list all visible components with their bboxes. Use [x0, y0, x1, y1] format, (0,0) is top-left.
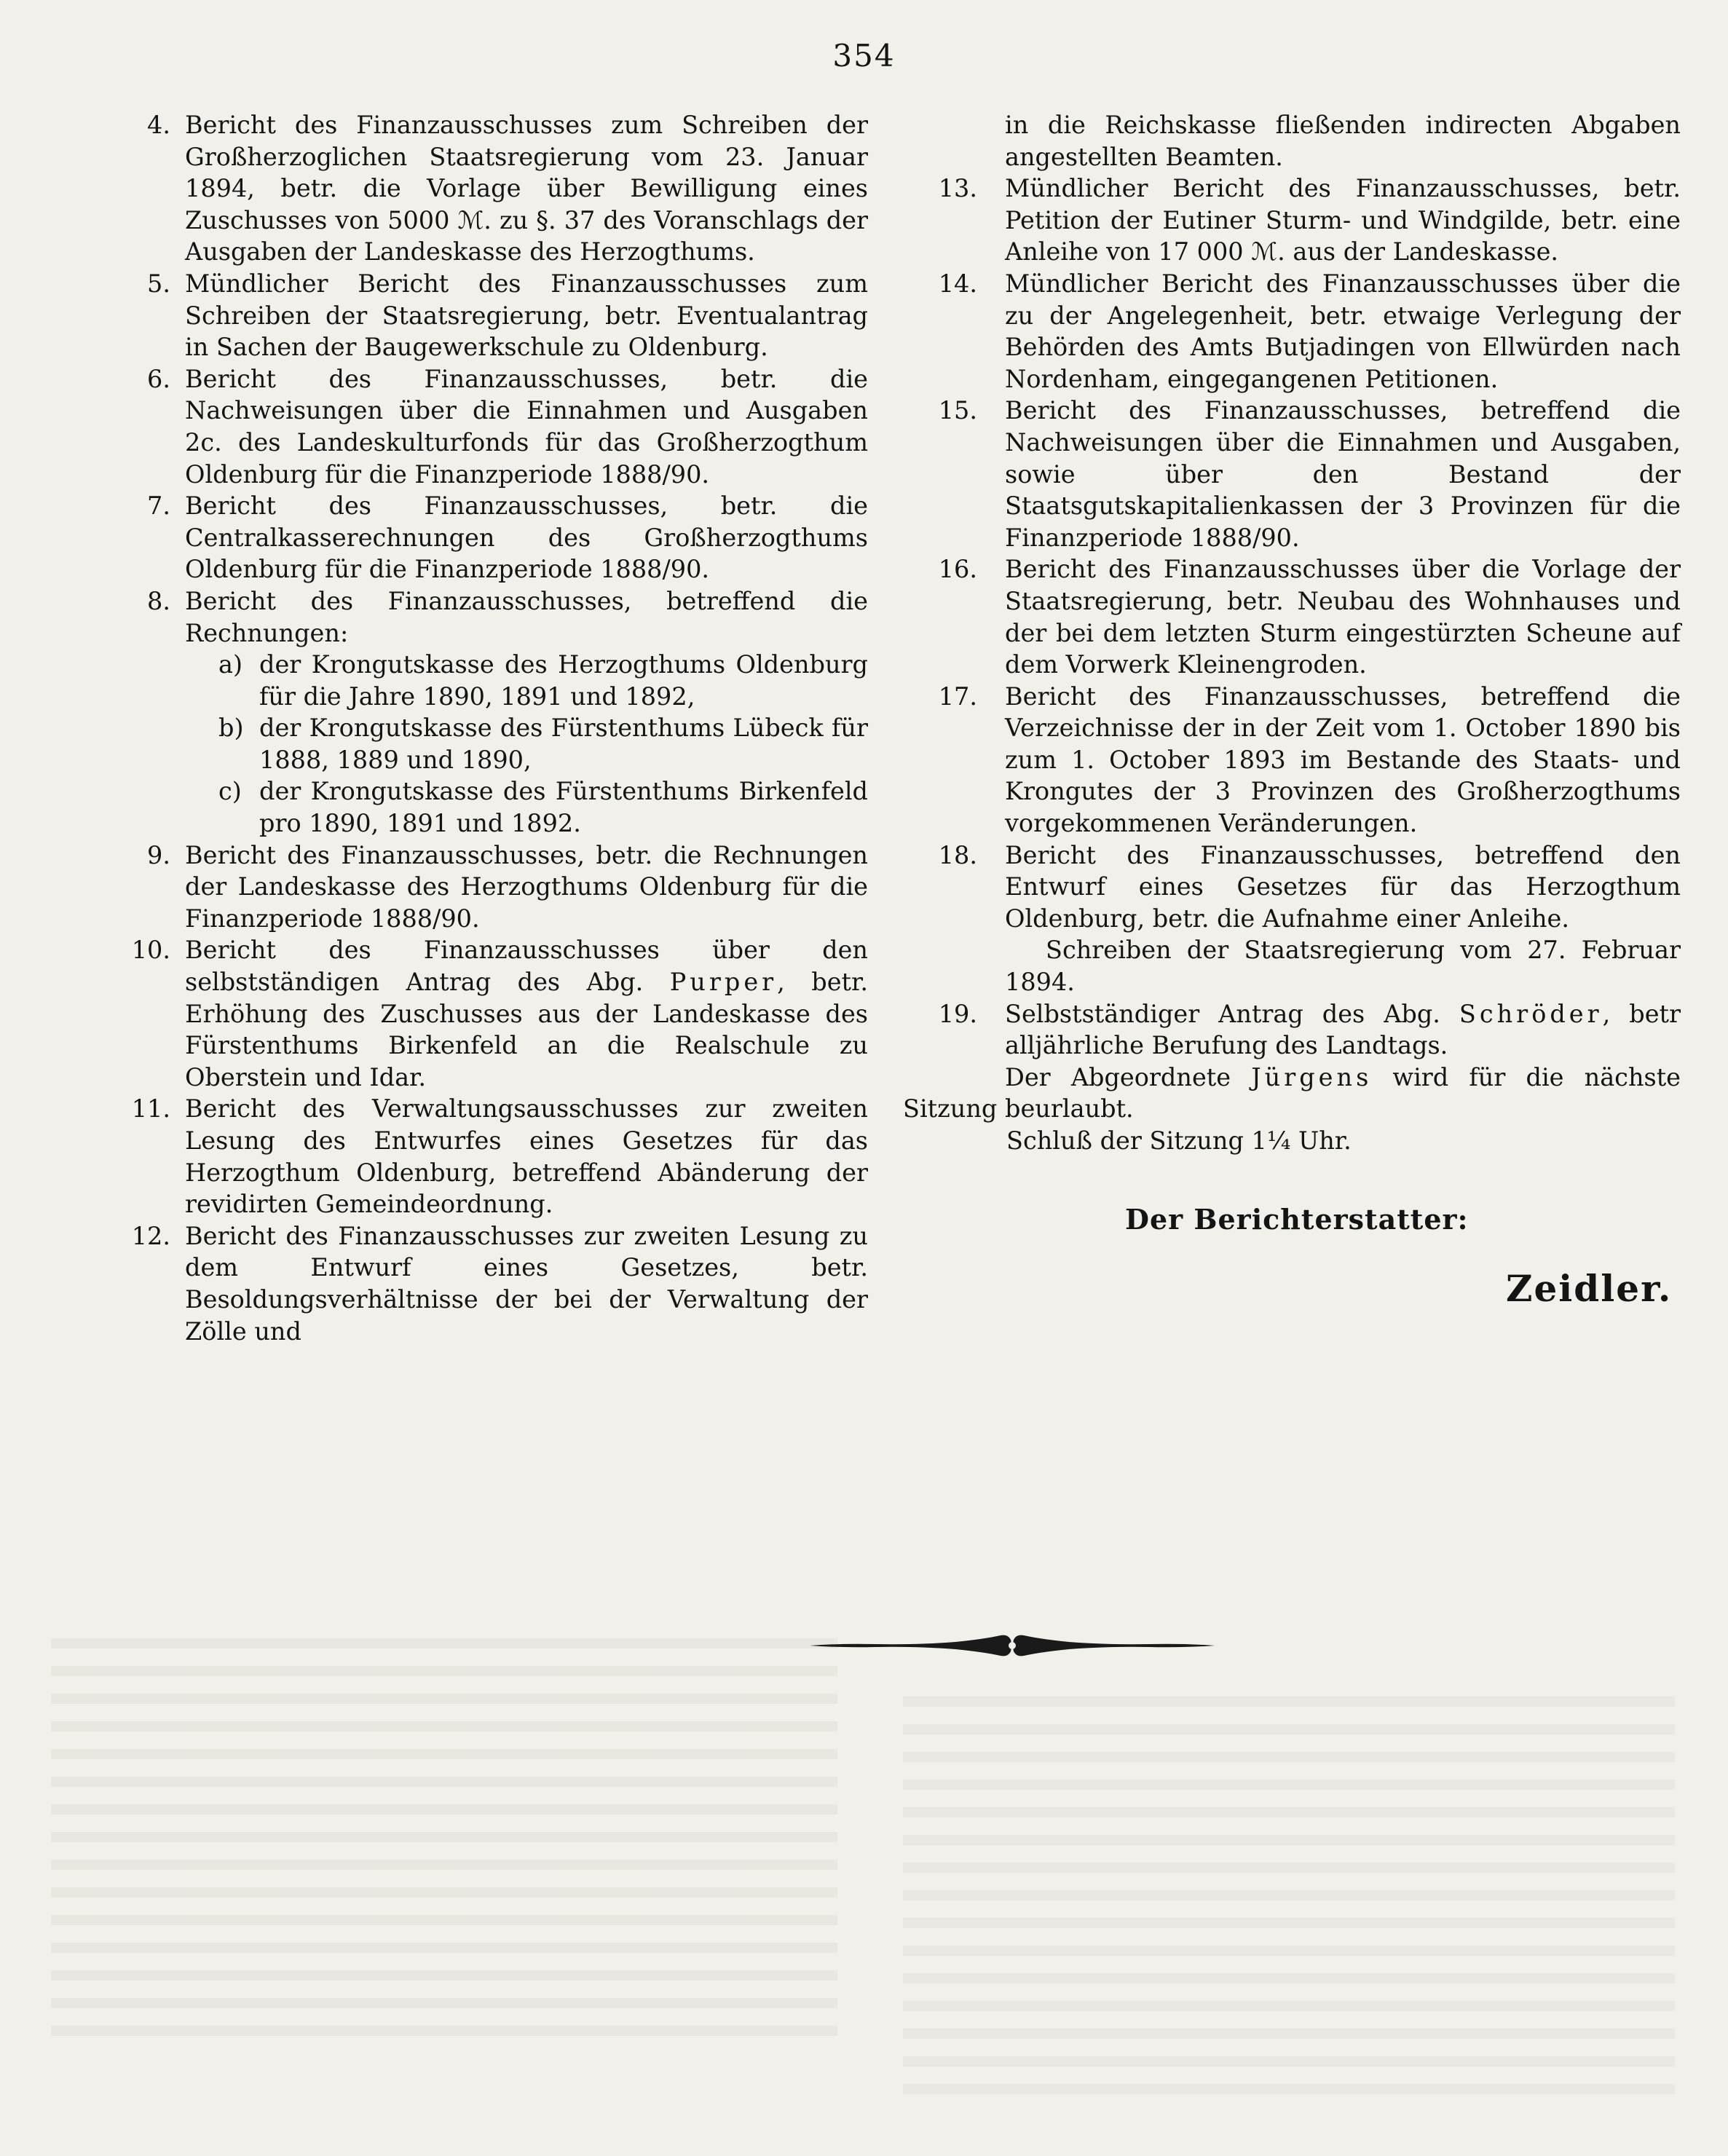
item-number: 5. [147, 269, 170, 298]
agenda-item-14 [903, 268, 1681, 395]
item-text [1005, 998, 1681, 1062]
ornament-center-dot [1009, 1642, 1016, 1649]
agenda-item-17 [903, 681, 1681, 840]
subitem-letter: c) [218, 777, 242, 806]
agenda-subitem-8b [117, 712, 868, 775]
deputy-name: Purper [669, 968, 778, 997]
item-number: 13. [938, 174, 977, 203]
item-text: Bericht des Finanzausschusses, betreffend die Verzeichnisse der in der Zeit vom 1. October 1890 bis zum 1. October 1893 im Bestande des Staats- und Krongutes der 3 Provinzen des Großherzogthums vorgekommenen Veränderungen. [1005, 682, 1681, 838]
item-number: 19. [938, 999, 977, 1028]
deputy-name: Schröder [1459, 999, 1603, 1028]
agenda-item-18-letter: Schreiben der Staatsregierung vom 27. Februar 1894. [1005, 936, 1681, 997]
leave-text-post: wird für die nächste Sitzung beurlaubt. [903, 1062, 1681, 1124]
item-text: Bericht des Finanzausschusses zum Schreiben der Großherzoglichen Staatsregierung vom 23. Januar 1894, betr. die Vorlage über Bewilligung eines Zuschusses von 5000 ℳ. zu §. 37 des Voranschlags der Ausgaben der Landeskasse des Herzogthums. [185, 111, 868, 266]
subitem-text: der Krongutskasse des Fürstenthums Birkenfeld pro 1890, 1891 und 1892. [259, 777, 868, 838]
item-text: Bericht des Finanzausschusses, betreffend die Nachweisungen über die Einnahmen und Ausgaben, sowie über den Bestand der Staatsgutskapitalienkassen der 3 Provinzen für die Finanzperiode 1888/90. [1005, 396, 1681, 552]
item-text-post: , betr alljährliche Berufung des Landtags. [1005, 999, 1681, 1060]
subitem-text: der Krongutskasse des Fürstenthums Lübeck für 1888, 1889 und 1890, [259, 714, 868, 774]
ornament-left-flourish [810, 1635, 1011, 1657]
agenda-item-8 [117, 585, 868, 649]
item-text: Bericht des Finanzausschusses, betreffend die Rechnungen: [185, 586, 868, 647]
item-text: Bericht des Finanzausschusses, betr. die Rechnungen der Landeskasse des Herzogthums Oldenburg für die Finanzperiode 1888/90. [185, 840, 868, 933]
deputy-name: Jürgens [1251, 1062, 1373, 1091]
agenda-item-15 [903, 395, 1681, 553]
agenda-item-12 [117, 1220, 868, 1347]
agenda-item-18 [903, 840, 1681, 935]
agenda-item-7 [117, 490, 868, 585]
leave-text-pre: Der Abgeordnete [1005, 1062, 1252, 1091]
subitem-text: der Krongutskasse des Herzogthums Oldenburg für die Jahre 1890, 1891 und 1892, [259, 650, 868, 711]
item-number: 9. [147, 840, 170, 869]
item-number: 11. [131, 1094, 170, 1124]
agenda-item-12-continuation: in die Reichskasse fließenden indirecten Abgaben angestellten Beamten. [1005, 111, 1681, 171]
item-text: Bericht des Finanzausschusses, betr. die Nachweisungen über die Einnahmen und Ausgaben 2c. des Landeskulturfonds für das Großherzogthum Oldenburg für die Finanzperiode 1888/90. [185, 364, 868, 489]
item-text: Bericht des Finanzausschusses, betr. die Centralkasserechnungen des Großherzogthums Oldenburg für die Finanzperiode 1888/90. [185, 491, 868, 584]
item-text: Mündlicher Bericht des Finanzausschusses über die zu der Angelegenheit, betr. etwaige Verlegung der Behörden des Amts Butjadingen von Ellwürden nach Nordenham, eingegangenen Petitionen. [1005, 269, 1681, 393]
agenda-item-16 [903, 553, 1681, 680]
subitem-letter: a) [218, 650, 243, 679]
agenda-item-19 [903, 998, 1681, 1062]
subitem-letter: b) [218, 714, 244, 743]
session-closing: Schluß der Sitzung 1¼ Uhr. [1006, 1126, 1352, 1155]
bleed-through-texture [51, 1638, 837, 2046]
left-column [117, 109, 868, 1347]
agenda-item-10 [117, 934, 868, 1093]
reporter-name: Zeidler. [1506, 1267, 1673, 1310]
item-text: Bericht des Finanzausschusses zur zweiten Lesung zu dem Entwurf eines Gesetzes, betr. Besoldungsverhältnisse der bei der Verwaltung der Zölle und [185, 1221, 868, 1346]
item-number: 18. [938, 840, 977, 869]
item-text-pre: Bericht des Finanzausschusses über den selbstständigen Antrag des Abg. [185, 936, 868, 997]
agenda-item-13 [903, 173, 1681, 268]
item-number: 8. [147, 586, 170, 615]
item-text [185, 934, 868, 1093]
agenda-subitem-8a [117, 649, 868, 712]
item-number: 7. [147, 491, 170, 521]
item-number: 10. [131, 936, 170, 965]
ornament-right-flourish [1013, 1635, 1215, 1657]
item-text-pre: Selbstständiger Antrag des Abg. [1005, 999, 1459, 1028]
item-text: Mündlicher Bericht des Finanzausschusses, betr. Petition der Eutiner Sturm- und Windgilde, betr. eine Anleihe von 17 000 ℳ. aus der Landeskasse. [1005, 174, 1681, 266]
item-number: 17. [938, 682, 977, 711]
item-number: 14. [938, 269, 977, 298]
reporter-label: Der Berichterstatter: [1125, 1203, 1469, 1236]
item-number: 4. [147, 111, 170, 139]
agenda-item-5 [117, 268, 868, 363]
decorative-rule-icon [810, 1631, 1215, 1660]
agenda-item-9 [117, 840, 868, 935]
item-text: Mündlicher Bericht des Finanzausschusses zum Schreiben der Staatsregierung, betr. Eventualantrag in Sachen der Baugewerkschule zu Oldenburg. [185, 269, 868, 362]
item-number: 12. [131, 1221, 170, 1250]
item-text: Bericht des Finanzausschusses, betreffend den Entwurf eines Gesetzes für das Herzogthum Oldenburg, betr. die Aufnahme einer Anleihe. [1005, 840, 1681, 933]
agenda-item-11 [117, 1093, 868, 1220]
page-number: 354 [832, 38, 896, 74]
item-text: Bericht des Finanzausschusses über die Vorlage der Staatsregierung, betr. Neubau des Wohnhauses und der bei dem letzten Sturm eingestürzten Scheune auf dem Vorwerk Kleinengroden. [1005, 555, 1681, 679]
agenda-item-4 [117, 109, 868, 268]
agenda-subitem-8c [117, 775, 868, 839]
item-number: 6. [147, 364, 170, 393]
item-text: Bericht des Verwaltungsausschusses zur zweiten Lesung des Entwurfes eines Gesetzes für das Herzogthum Oldenburg, betreffend Abänderung der revidirten Gemeindeordnung. [185, 1094, 868, 1219]
item-number: 15. [938, 396, 977, 425]
agenda-item-6 [117, 363, 868, 490]
right-column [903, 109, 1681, 1157]
bleed-through-texture-right [903, 1697, 1675, 2104]
leave-of-absence-note [903, 1062, 1681, 1125]
item-text-post: , betr. Erhöhung des Zuschusses aus der Landeskasse des Fürstenthums Birkenfeld an die Realschule zu Oberstein und Idar. [185, 968, 868, 1091]
item-number: 16. [938, 555, 977, 584]
